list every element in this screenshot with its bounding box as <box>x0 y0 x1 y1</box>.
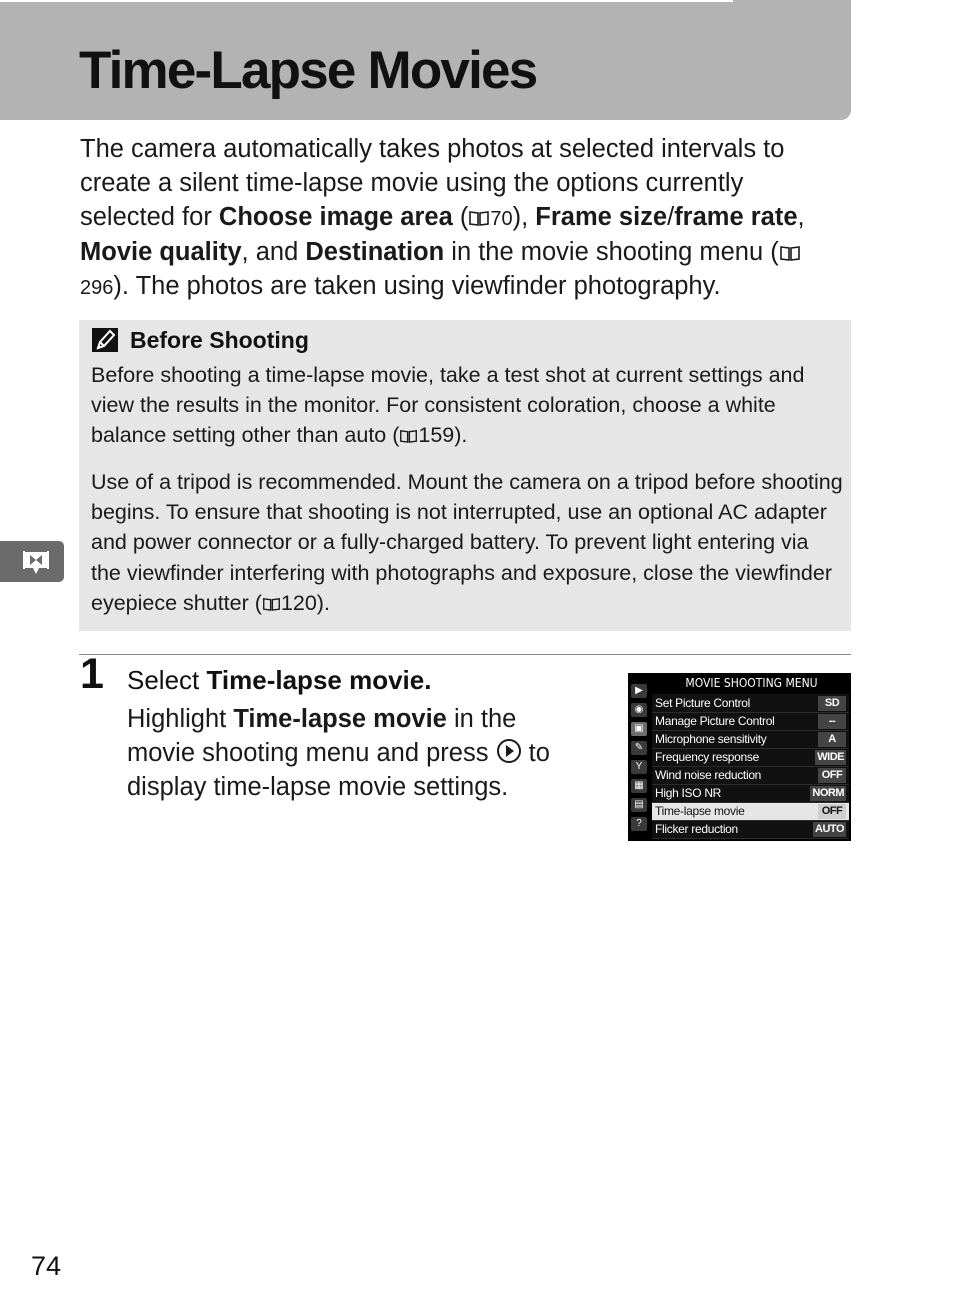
intro-bold-frame-size: Frame size <box>535 202 668 231</box>
step-text: to display time-lapse movie settings. <box>127 739 550 801</box>
pencil-icon: ✎ <box>631 741 647 755</box>
note-pencil-icon <box>91 327 119 353</box>
camera-menu-list <box>652 694 849 839</box>
camera-menu-item-selected <box>652 803 849 821</box>
wrench-icon: Y <box>631 760 647 774</box>
intro-bold-choose-image-area: Choose image area <box>218 202 453 231</box>
step-text: in the movie shooting menu and press <box>127 705 517 767</box>
camera-menu-item-value: OFF <box>818 804 846 819</box>
playback-icon: ▶ <box>631 684 647 698</box>
camera-menu-item <box>652 821 849 839</box>
page-title: Time-Lapse Movies <box>79 41 537 100</box>
step-text: Highlight <box>127 705 234 733</box>
camera-menu-item-label: Set Picture Control <box>655 696 751 710</box>
note-title: Before Shooting <box>130 327 309 353</box>
page-reference-120: 120 <box>280 590 317 615</box>
camera-menu-item-label: Microphone sensitivity <box>655 732 767 746</box>
page-reference-159: 159 <box>418 423 455 448</box>
camera-menu-screenshot <box>628 673 851 841</box>
step-heading-bold: Time-lapse movie. <box>206 665 432 695</box>
intro-text: ), <box>512 202 536 231</box>
step-number: 1 <box>80 650 104 698</box>
camera-menu-item-label: Manage Picture Control <box>655 714 775 728</box>
intro-paragraph <box>80 133 845 306</box>
intro-bold-frame-rate: frame rate <box>674 202 798 231</box>
page-reference-70: 70 <box>490 207 513 230</box>
camera-menu-item <box>652 695 849 713</box>
camera-icon: ◉ <box>631 703 647 717</box>
page-reference-296: 296 <box>80 277 114 300</box>
book-reference-icon <box>779 244 801 262</box>
camera-menu-item-value: SD <box>818 696 846 711</box>
camera-menu-item-label: Time-lapse movie <box>655 804 745 818</box>
my-menu-icon: ▤ <box>631 798 647 812</box>
camera-menu-side-icons <box>630 680 648 838</box>
movie-camera-icon <box>21 547 51 577</box>
step-heading <box>127 665 431 696</box>
step-bold-time-lapse-movie: Time-lapse movie <box>233 705 447 733</box>
camera-menu-item-value: WIDE <box>817 751 844 763</box>
movie-icon: ▣ <box>631 722 647 736</box>
intro-bold-movie-quality: Movie quality <box>80 238 242 267</box>
camera-menu-item <box>652 731 849 749</box>
intro-text: / <box>667 202 675 231</box>
note-text: Before shooting a time-lapse movie, take a test shot at current settings and view the results in the monitor. For consistent coloration, choose a white balance setting other than auto ( <box>91 363 805 448</box>
camera-menu-item-value: OFF <box>818 768 846 783</box>
intro-text: ). The photos are taken using viewfinder photography. <box>113 272 721 301</box>
intro-text: ( <box>452 202 469 231</box>
retouch-icon: ▦ <box>631 779 647 793</box>
step-instructions <box>127 702 587 804</box>
page-number: 74 <box>31 1251 62 1281</box>
movie-section-tab <box>0 541 64 582</box>
book-reference-icon <box>399 428 418 444</box>
camera-menu-item-label: Wind noise reduction <box>655 768 762 782</box>
book-reference-icon <box>262 596 281 612</box>
multi-selector-right-icon <box>496 738 522 764</box>
before-shooting-note <box>79 320 851 631</box>
camera-menu-item <box>652 785 849 803</box>
camera-menu-header: MOVIE SHOOTING MENU <box>685 676 818 690</box>
title-band-line <box>0 0 733 2</box>
camera-menu-item <box>652 749 849 767</box>
camera-menu-item <box>652 713 849 731</box>
note-paragraph-2 <box>91 467 843 618</box>
note-text: ). <box>316 590 330 615</box>
note-text: Use of a tripod is recommended. Mount the camera on a tripod before shooting begins. To ensure that shooting is not interrupted, use an optional AC adapter and power connector or a fully-charged battery. To prevent light entering via the viewfinder interfering with photographs and exposure, close the viewfinder eyepiece shutter ( <box>91 470 843 615</box>
help-icon: ? <box>631 817 647 831</box>
section-divider <box>79 654 851 655</box>
book-reference-icon <box>468 209 490 227</box>
intro-text: , <box>797 202 805 231</box>
camera-menu-item-label: High ISO NR <box>655 786 722 800</box>
intro-text: The camera automatically takes photos at selected intervals to create a silent time-lapse movie using the options currently selected for <box>80 135 785 231</box>
camera-menu-item-label: Flicker reduction <box>655 822 738 836</box>
camera-menu-item-value: -- <box>818 714 846 729</box>
step-heading-plain: Select <box>127 665 207 695</box>
note-text: ). <box>454 423 468 448</box>
camera-menu-item-value: AUTO <box>815 823 844 835</box>
note-paragraph-1 <box>91 360 843 451</box>
intro-bold-destination: Destination <box>305 238 445 267</box>
intro-text: in the movie shooting menu ( <box>444 238 779 267</box>
intro-text: , and <box>241 238 306 267</box>
camera-menu-item-label: Frequency response <box>655 750 759 764</box>
camera-menu-item <box>652 767 849 785</box>
camera-menu-item-value: NORM <box>812 787 844 799</box>
camera-menu-item-value: A <box>818 732 846 747</box>
